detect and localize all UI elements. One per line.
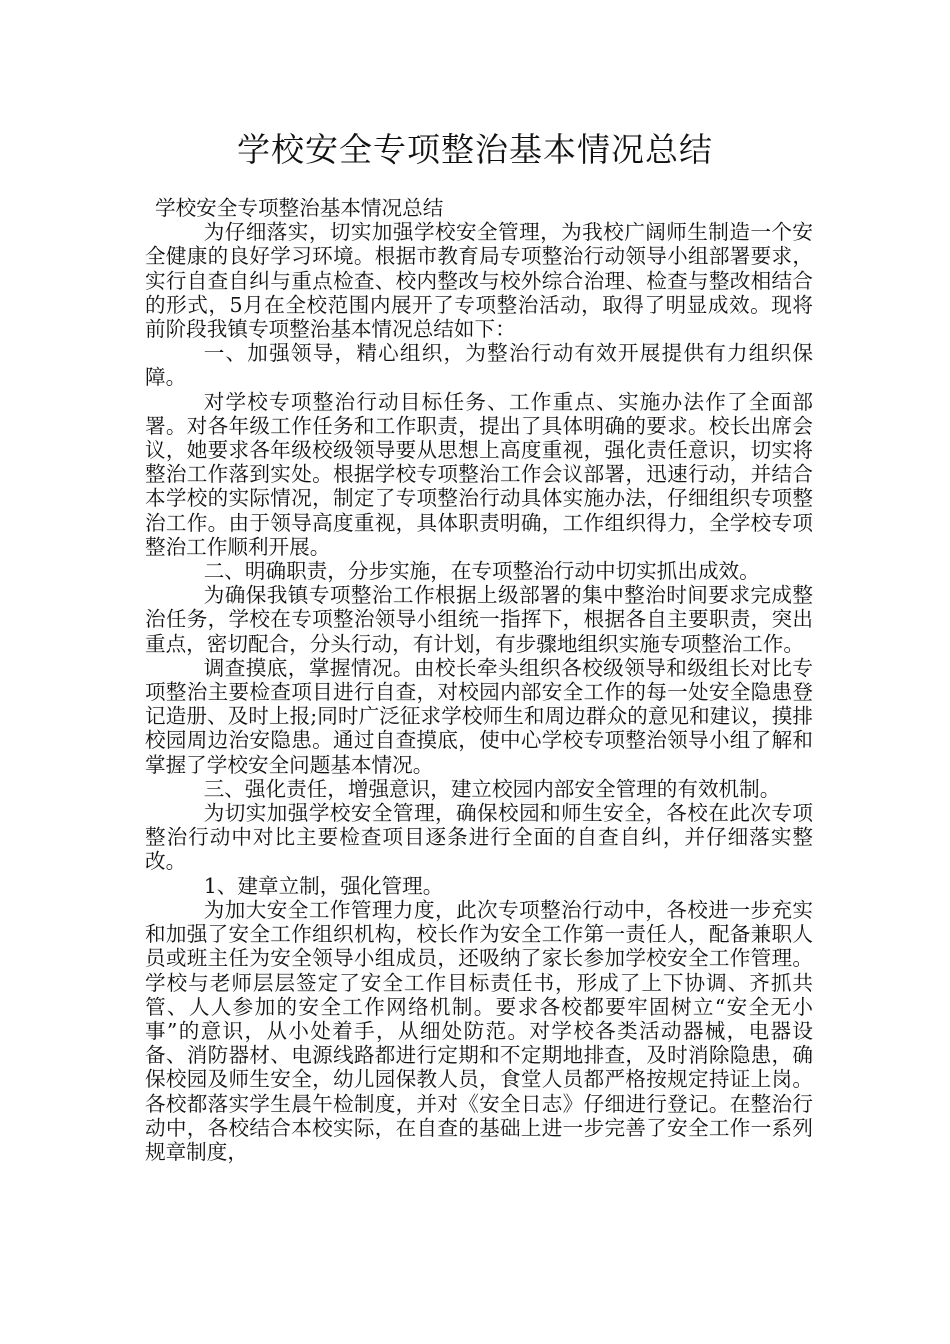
paragraph-survey: 调查摸底，掌握情况。由校长牵头组织各校级领导和级组长对比专项整治主要检查项目进行自查，对校园内部安全工作的每一处安全隐患登记造册、及时上报;同时广泛征求学校师生和周边群众的意见和建议，摸排校园周边治安隐患。通过自查摸底，使中心学校专项整治领导小组了解和掌握了学校安全问题基本情况。 bbox=[145, 655, 813, 777]
paragraph-section-2: 为确保我镇专项整治工作根据上级部署的集中整治时间要求完成整治任务，学校在专项整治领导小组统一指挥下，根据各自主要职责，突出重点，密切配合，分头行动，有计划，有步骤地组织实施专项整治工作。 bbox=[145, 583, 813, 656]
heading-section-2: 二、明确职责，分步实施，在专项整治行动中切实抓出成效。 bbox=[203, 559, 760, 584]
paragraph-section-1: 对学校专项整治行动目标任务、工作重点、实施办法作了全面部署。对各年级工作任务和工作职责，提出了具体明确的要求。校长出席会议，她要求各年级校级领导要从思想上高度重视，强化责任意识，切实将整治工作落到实处。根据学校专项整治工作会议部署，迅速行动，并结合本学校的实际情况，制定了专项整治行动具体实施办法，仔细组织专项整治工作。由于领导高度重视，具体职责明确，工作组织得力，全学校专项整治工作顺利开展。 bbox=[145, 389, 813, 559]
document-body bbox=[145, 196, 813, 1164]
heading-section-1: 一、加强领导，精心组织，为整治行动有效开展提供有力组织保障。 bbox=[145, 341, 813, 390]
paragraph-section-3: 为切实加强学校安全管理，确保校园和师生安全，各校在此次专项整治行动中对比主要检查项目逐条进行全面的自查自纠，并仔细落实整改。 bbox=[145, 801, 813, 874]
paragraph-subsection-1: 为加大安全工作管理力度，此次专项整治行动中，各校进一步充实和加强了安全工作组织机构，校长作为安全工作第一责任人，配备兼职人员或班主任为安全领导小组成员，还吸纳了家长参加学校安全工作管理。学校与老师层层签定了安全工作目标责任书，形成了上下协调、齐抓共管、人人参加的安全工作网络机制。要求各校都要牢固树立“安全无小事”的意识，从小处着手，从细处防范。对学校各类活动器械，电器设备、消防器材、电源线路都进行定期和不定期地排查，及时消除隐患，确保校园及师生安全，幼儿园保教人员，食堂人员都严格按规定持证上岗。各校都落实学生晨午检制度，并对《安全日志》仔细进行登记。在整治行动中，各校结合本校实际，在自查的基础上进一步完善了安全工作一系列规章制度， bbox=[145, 897, 813, 1164]
document-subtitle: 学校安全专项整治基本情况总结 bbox=[155, 196, 444, 220]
document-title: 学校安全专项整治基本情况总结 bbox=[237, 130, 713, 169]
heading-subsection-1: 1、建章立制，强化管理。 bbox=[203, 873, 444, 898]
paragraph-intro: 为仔细落实，切实加强学校安全管理，为我校广阔师生制造一个安全健康的良好学习环境。根据市教育局专项整治行动领导小组部署要求，实行自查自纠与重点检查、校内整改与校外综合治理、检查与整改相结合的形式，5月在全校范围内展开了专项整治活动，取得了明显成效。现将前阶段我镇专项整治基本情况总结如下： bbox=[145, 220, 813, 342]
heading-section-3: 三、强化责任，增强意识，建立校园内部安全管理的有效机制。 bbox=[203, 776, 781, 801]
